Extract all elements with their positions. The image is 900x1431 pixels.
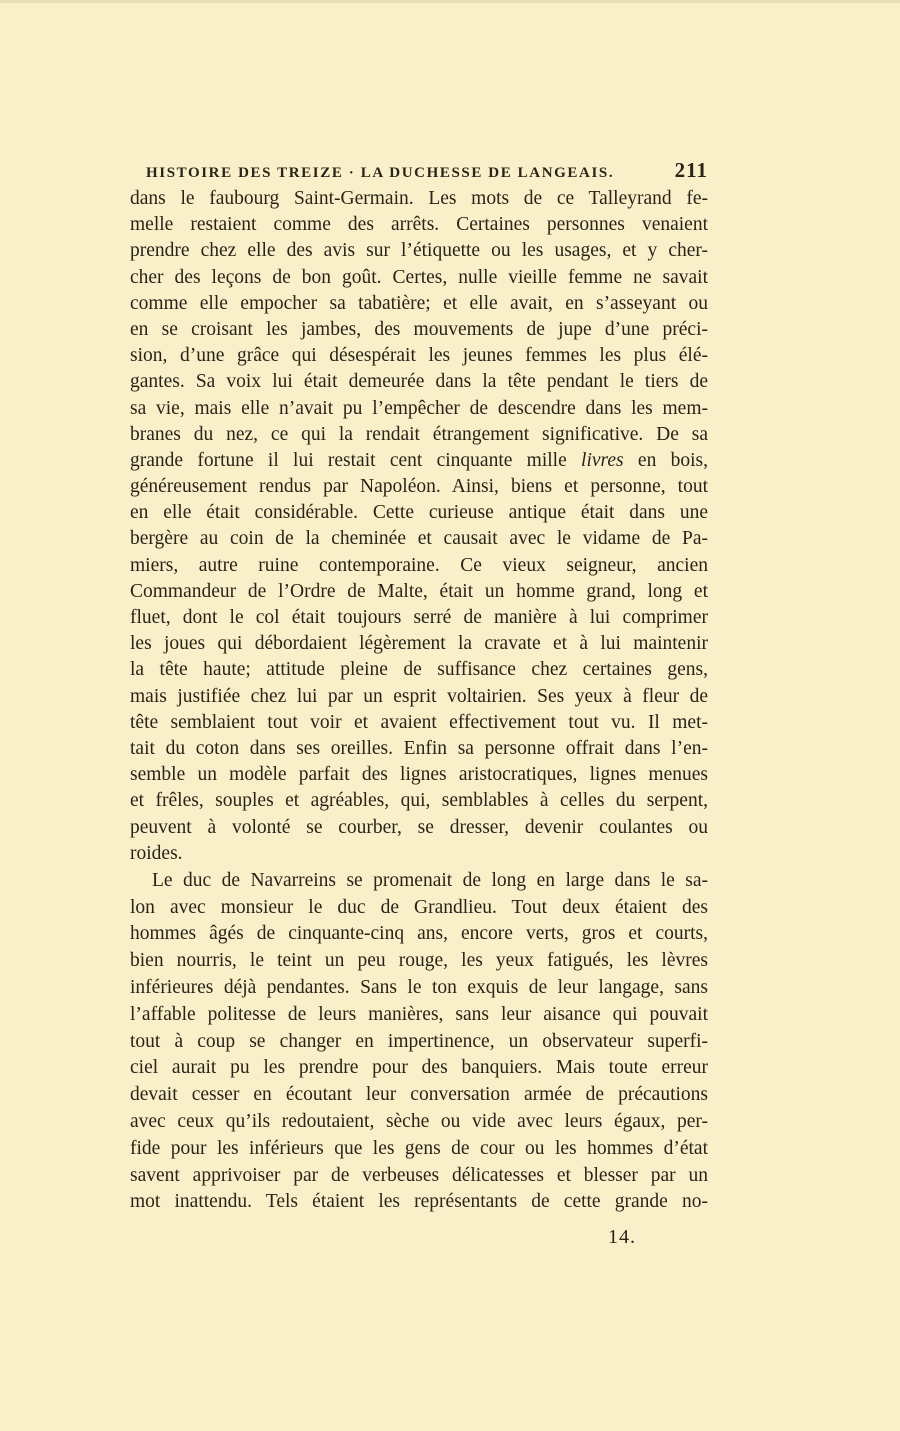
text-line: semble un modèle parfait des lignes aristocratiques, lignes menues <box>130 764 708 786</box>
text-line: fluet, dont le col était toujours serré de manière à lui comprimer <box>130 607 708 628</box>
running-title: HISTOIRE DES TREIZE · LA DUCHESSE DE LANGEAIS. <box>146 165 615 181</box>
text-line-with-italic <box>130 448 708 474</box>
text-line: Le duc de Navarreins se promenait de long en large dans le sa- <box>152 869 708 891</box>
text-line: miers, autre ruine contemporaine. Ce vieux seigneur, ancien <box>130 554 708 576</box>
text-line: sa vie, mais elle n’avait pu l’empêcher de descendre dans les mem- <box>130 397 708 419</box>
text-line: prendre chez elle des avis sur l’étiquette ou les usages, et y cher- <box>130 240 708 262</box>
signature-mark: 14. <box>608 1226 636 1248</box>
text-line: branes du nez, ce qui la rendait étrangement significative. De sa <box>130 423 708 445</box>
text-line: lon avec monsieur le duc de Grandlieu. Tout deux étaient des <box>130 896 708 918</box>
text-line: tête semblaient tout voir et avaient effectivement tout vu. Il met- <box>130 711 708 733</box>
text-line: gantes. Sa voix lui était demeurée dans la tête pendant le tiers de <box>130 371 708 393</box>
text-line: la tête haute; attitude pleine de suffisance chez certaines gens, <box>130 659 708 681</box>
text-line: melle restaient comme des arrêts. Certaines personnes venaient <box>130 214 708 236</box>
text-line: l’affable politesse de leurs manières, sans leur aisance qui pouvait <box>130 1003 708 1025</box>
text-line: roides. <box>130 842 183 864</box>
text-line: comme elle empocher sa tabatière; et elle avait, en s’asseyant ou <box>130 292 708 314</box>
page-number: 211 <box>674 158 708 182</box>
paragraph-2 <box>130 868 708 1216</box>
paragraph-1 <box>130 186 708 867</box>
text-line: bergère au coin de la cheminée et causait avec le vidame de Pa- <box>130 528 708 550</box>
text-line: en elle était considérable. Cette curieuse antique était dans une <box>130 502 708 524</box>
running-header <box>146 158 708 184</box>
text-line: hommes âgés de cinquante-cinq ans, encore verts, gros et courts, <box>130 923 708 945</box>
text-line: inférieures déjà pendantes. Sans le ton exquis de leur langage, sans <box>130 977 708 999</box>
text-line: fide pour les inférieurs que les gens de cour ou les hommes d’état <box>130 1137 708 1159</box>
text-line: et frêles, souples et agréables, qui, semblables à celles du serpent, <box>130 790 708 812</box>
text-line: dans le faubourg Saint-Germain. Les mots de ce Talleyrand fe- <box>130 188 708 209</box>
text-line: peuvent à volonté se courber, se dresser, devenir coulantes ou <box>130 816 708 838</box>
text-line: les joues qui débordaient légèrement la cravate et à lui maintenir <box>130 633 708 655</box>
text-line: mot inattendu. Tels étaient les représentants de cette grande no- <box>130 1191 708 1213</box>
text-line: mais justifiée chez lui par un esprit voltairien. Ses yeux à fleur de <box>130 685 708 707</box>
text-line: ciel aurait pu les prendre pour des banquiers. Mais toute erreur <box>130 1057 708 1079</box>
italic-word: livres <box>581 449 624 471</box>
text-line: savent apprivoiser par de verbeuses délicatesses et blesser par un <box>130 1164 708 1186</box>
page-edge <box>0 0 900 3</box>
text-line: devait cesser en écoutant leur conversation armée de précautions <box>130 1084 708 1106</box>
text-line: en se croisant les jambes, des mouvements de jupe d’une préci- <box>130 318 708 340</box>
text-line: Commandeur de l’Ordre de Malte, était un homme grand, long et <box>130 580 708 602</box>
text-line: tait du coton dans ses oreilles. Enfin sa personne offrait dans l’en- <box>130 737 708 759</box>
text-line: cher des leçons de bon goût. Certes, nulle vieille femme ne savait <box>130 266 708 288</box>
text-segment: grande fortune il lui restait cent cinquante mille <box>130 449 582 471</box>
text-line: généreusement rendus par Napoléon. Ainsi, biens et personne, tout <box>130 476 708 498</box>
text-segment: en bois, <box>623 449 708 471</box>
text-line: sion, d’une grâce qui désespérait les jeunes femmes les plus élé- <box>130 345 708 367</box>
page-body <box>130 186 708 1216</box>
text-line: bien nourris, le teint un peu rouge, les yeux fatigués, les lèvres <box>130 950 708 972</box>
text-line: tout à coup se changer en impertinence, un observateur superfi- <box>130 1030 708 1052</box>
text-line: avec ceux qu’ils redoutaient, sèche ou vide avec leurs égaux, per- <box>130 1111 708 1133</box>
